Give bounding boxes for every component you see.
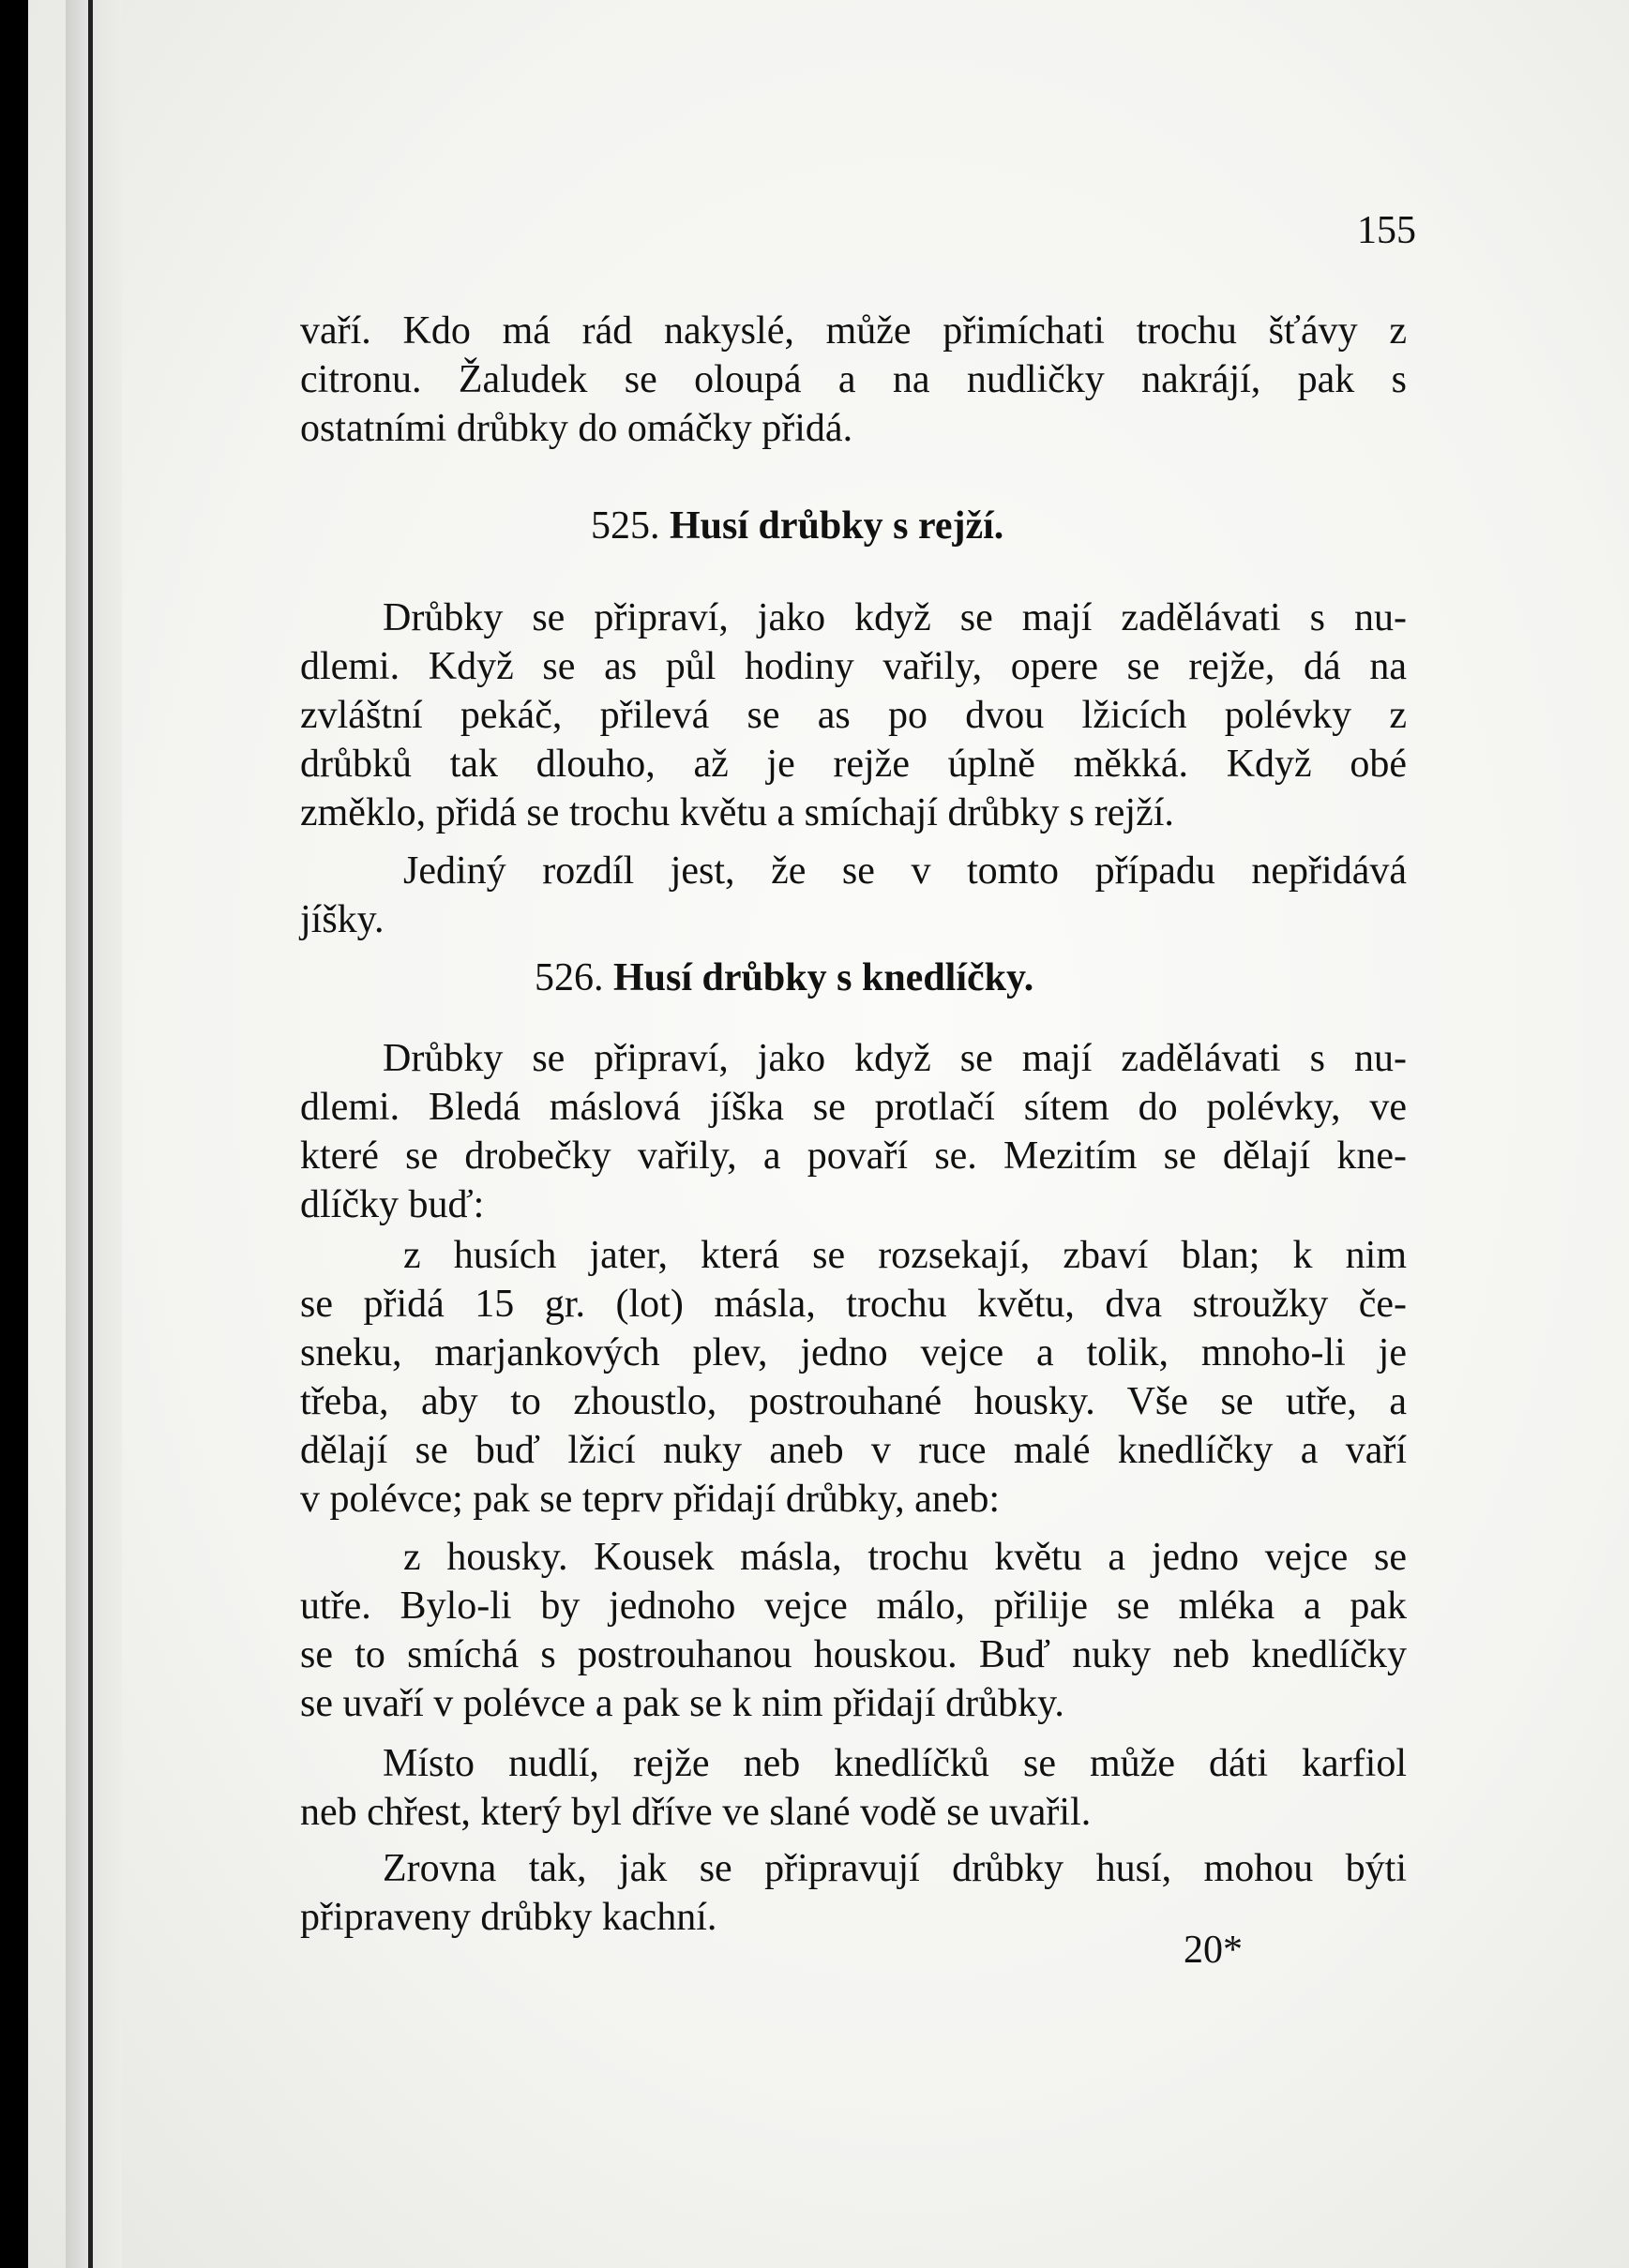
recipe-number: 526. xyxy=(535,956,604,999)
text-line: třeba, aby to zhoustlo, postrouhané housky. Vše se utře, a xyxy=(300,1380,1407,1423)
recipe-heading-525 xyxy=(591,503,1154,550)
text-line: Drůbky se připraví, jako když se mají zadělávati s nu- xyxy=(383,596,1407,639)
text-line: citronu. Žaludek se oloupá a na nudličky nakrájí, pak s xyxy=(300,358,1407,401)
text-line: se to smíchá s postrouhanou houskou. Buď nuky neb knedlíčky xyxy=(300,1633,1407,1676)
text-line: drůbků tak dlouho, až je rejže úplně měkká. Když obé xyxy=(300,743,1407,786)
text-line: Drůbky se připraví, jako když se mají zadělávati s nu- xyxy=(383,1037,1407,1080)
page-number: 155 xyxy=(1357,209,1416,252)
text-line: Zrovna tak, jak se připravují drůbky husí, mohou býti xyxy=(383,1847,1407,1890)
text-line: utře. Bylo-li by jednoho vejce málo, přilije se mléka a pak xyxy=(300,1585,1407,1628)
text-line: ostatními drůbky do omáčky přidá. xyxy=(300,407,853,450)
text-line: se uvaří v polévce a pak se k nim přidají drůbky. xyxy=(300,1682,1064,1725)
text-line: sneku, marjankových plev, jedno vejce a tolik, mnoho-li je xyxy=(300,1331,1407,1374)
text-line: se přidá 15 gr. (lot) másla, trochu květu, dva stroužky če- xyxy=(300,1283,1407,1326)
recipe-title: Husí drůbky s rejží. xyxy=(670,504,1004,548)
text-line: Místo nudlí, rejže neb knedlíčků se může dáti karfiol xyxy=(383,1742,1407,1785)
text-line: dlemi. Když se as půl hodiny vařily, opere se rejže, dá na xyxy=(300,645,1407,688)
text-line: které se drobečky vařily, a povaří se. Mezitím se dělají kne- xyxy=(300,1134,1407,1178)
recipe-number: 525. xyxy=(591,504,660,548)
recipe-title: Husí drůbky s knedlíčky. xyxy=(613,956,1034,999)
recipe-heading-526 xyxy=(535,954,1285,1002)
text-line: z housky. Kousek másla, trochu květu a jedno vejce se xyxy=(403,1536,1407,1579)
text-line: dlíčky buď: xyxy=(300,1183,485,1226)
text-line: v polévce; pak se teprv přidají drůbky, aneb: xyxy=(300,1478,1001,1521)
text-line: Jediný rozdíl jest, že se v tomto případu nepřidává xyxy=(403,849,1407,893)
text-line: neb chřest, který byl dříve ve slané vodě se uvařil. xyxy=(300,1791,1092,1834)
page-gutter-shadow xyxy=(66,0,122,2268)
text-line: z husích jater, která se rozsekají, zbaví blan; k nim xyxy=(403,1234,1407,1277)
scanned-page xyxy=(28,0,1629,2268)
text-line: změklo, přidá se trochu květu a smíchají drůbky s rejží. xyxy=(300,791,1174,834)
text-line: vaří. Kdo má rád nakyslé, může přimíchati trochu šťávy z xyxy=(300,309,1407,353)
text-line: jíšky. xyxy=(300,898,385,941)
text-line: zvláštní pekáč, přilevá se as po dvou lžicích polévky z xyxy=(300,694,1407,737)
signature-mark: 20* xyxy=(1184,1929,1243,1972)
text-line: dlemi. Bledá máslová jíška se protlačí sítem do polévky, ve xyxy=(300,1086,1407,1129)
binding-edge xyxy=(88,0,93,2268)
text-line: připraveny drůbky kachní. xyxy=(300,1896,717,1939)
text-line: dělají se buď lžicí nuky aneb v ruce malé knedlíčky a vaří xyxy=(300,1429,1407,1472)
